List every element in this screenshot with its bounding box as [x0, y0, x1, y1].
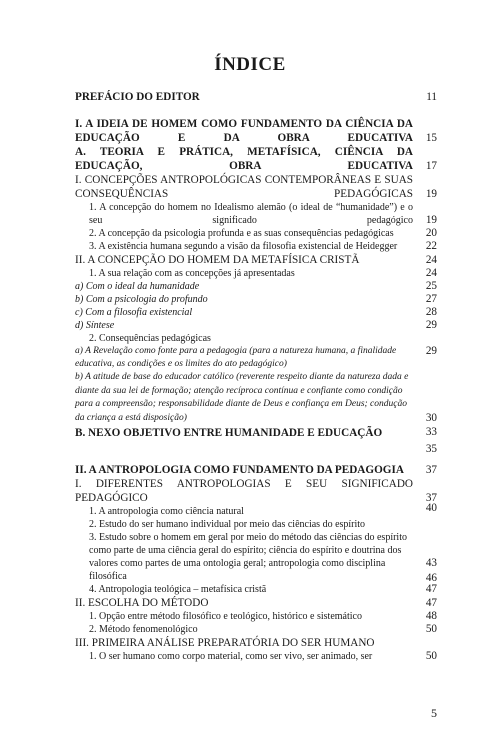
toc-entry: a) A Revelação como fonte para a pedagogia (para a natureza humana, a finalidade educativa, as condições e os limites do ato pedagógico) 29 [75, 345, 437, 369]
toc-entry: I. DIFERENTES ANTROPOLOGIAS E SEU SIGNIFICADO PEDAGÓGICO 37 [75, 478, 437, 504]
toc-entry: 4. Antropologia teológica – metafísica cristã 47 [89, 583, 437, 595]
toc-entry: c) Com a filosofia existencial 28 [75, 306, 437, 318]
table-of-contents: PREFÁCIO DO EDITOR 11 I. A IDEIA DE HOMEM COMO FUNDAMENTO DA CIÊNCIA DA EDUCAÇÃO E DA OBRA EDUCATIVA 15 A. TEORIA E PRÁTICA, METAFÍSICA, CIÊNCIA DA EDUCAÇÃO, OBRA EDUCATIVA 17 I. CONCEPÇÕES ANTROPOLÓGICAS CONTEMPORÂNEAS E SUAS CONSEQUÊNCIAS PEDAGÓGICAS 19 1. A concepção do homem no Idealismo alemão (o ideal de “humanidade”) e o seu significado pedagógico 19 2. A concepção da psicologia profunda e as suas consequências pedagógicas 20 3. A existência humana segundo a visão da filosofia existencial de Heidegger 22 II. A CONCEPÇÃO DO HOMEM DA METAFÍSICA CRISTÃ 24 1. A sua relação com as concepções já apresentadas 24 a) Com o ideal da humanidade 25 b) Com a psicologia do profundo 27 c) Com a filosofia existencial 28 d) Síntese 29 2. Consequências pedagógicas a) A Revelação como fonte para a pedagogia (para a natureza humana, a finalidade educativa, as condições e os limites do ato pedagógico) 29 b) A atitude de base do educador católico (reverente respeito diante da natureza dada e diante da sua lei de formação; atenção recíproca contínua e confiante como condição para a compreensão; responsabilidade diante de Deus e confiança em Deus; condução da criança a está disposição) 30 33 B. NEXO OBJETIVO ENTRE HUMANIDADE E EDUCAÇÃO 35 II. A ANTROPOLOGIA COMO FUNDAMENTO DA PEDAGOGIA 37 I. DIFERENTES ANTROPOLOGIAS E SEU SIGNIFICADO PEDAGÓGICO 37 1. A antropologia como ciência natural 40 2. Estudo do ser humano individual por meio das ciências do espírito 3. Estudo sobre o homem em geral por meio do método das ciências do espírito como parte de uma ciência geral do espírito; ciência do espírito e doutrina dos valores como partes de uma ontologia geral; antropologia como disciplina filosófica 43 46 4. Antropologia teológica – metafísica cristã 47 II. ESCOLHA DO MÉTODO 47 1. Opção entre método filosófico e teológico, histórico e sistemático 48 2. Método fenomenológico 50 III. PRIMEIRA ANÁLISE PREPARATÓRIA DO SER HUMANO 1. O ser humano como corpo material, como ser vivo, ser animado, ser 50 [75, 91, 437, 662]
toc-entry: a) Com o ideal da humanidade 25 [75, 280, 437, 292]
toc-entry: 1. A sua relação com as concepções já apresentadas 24 [89, 267, 437, 279]
page-number: 5 [431, 706, 437, 720]
toc-entry: 2. A concepção da psicologia profunda e as suas consequências pedagógicas 20 [89, 227, 437, 239]
toc-entry: II. A CONCEPÇÃO DO HOMEM DA METAFÍSICA CRISTÃ 24 [75, 254, 437, 266]
toc-entry: PREFÁCIO DO EDITOR 11 [75, 91, 437, 103]
toc-entry: b) A atitude de base do educador católico (reverente respeito diante da natureza dada e diante da sua lei de formação; atenção recíproca contínua e confiante como condição para a compreensão; responsabilidade diante de Deus e confiança em Deus; condução da criança a está disposição) 30 [75, 372, 437, 424]
page-title: ÍNDICE [214, 54, 286, 75]
toc-entry: 2. Método fenomenológico 50 [89, 623, 437, 635]
toc-entry: 2. Estudo do ser humano individual por meio das ciências do espírito [89, 519, 366, 530]
toc-entry: d) Síntese 29 [75, 319, 437, 331]
toc-entry: 1. Opção entre método filosófico e teológico, histórico e sistemático 48 [89, 610, 437, 622]
toc-entry: I. CONCEPÇÕES ANTROPOLÓGICAS CONTEMPORÂNEAS E SUAS CONSEQUÊNCIAS PEDAGÓGICAS 19 [75, 174, 437, 200]
toc-entry: 1. A antropologia como ciência natural 40 [89, 502, 437, 517]
toc-entry: 1. A concepção do homem no Idealismo alemão (o ideal de “humanidade”) e o seu significado pedagógico 19 [89, 202, 437, 226]
toc-entry: II. A ANTROPOLOGIA COMO FUNDAMENTO DA PEDAGOGIA 37 [75, 464, 437, 476]
toc-entry: 2. Consequências pedagógicas [89, 333, 211, 344]
toc-entry: b) Com a psicologia do profundo 27 [75, 293, 437, 305]
toc-entry: 3. A existência humana segundo a visão da filosofia existencial de Heidegger 22 [89, 240, 437, 252]
toc-entry: A. TEORIA E PRÁTICA, METAFÍSICA, CIÊNCIA DA EDUCAÇÃO, OBRA EDUCATIVA 17 [75, 146, 437, 172]
toc-entry: 1. O ser humano como corpo material, como ser vivo, ser animado, ser 50 [89, 650, 437, 662]
toc-entry: B. NEXO OBJETIVO ENTRE HUMANIDADE E EDUCAÇÃO 35 [75, 427, 437, 455]
toc-entry: I. A IDEIA DE HOMEM COMO FUNDAMENTO DA CIÊNCIA DA EDUCAÇÃO E DA OBRA EDUCATIVA 15 [75, 118, 437, 144]
toc-entry: 3. Estudo sobre o homem em geral por meio do método das ciências do espírito como parte de uma ciência geral do espírito; ciência do espírito e doutrina dos valores como partes de uma ontologia geral; antropologia como disciplina filosófica 43 [89, 532, 437, 582]
toc-entry: III. PRIMEIRA ANÁLISE PREPARATÓRIA DO SER HUMANO [75, 637, 375, 649]
toc-entry: II. ESCOLHA DO MÉTODO 47 [75, 597, 437, 609]
